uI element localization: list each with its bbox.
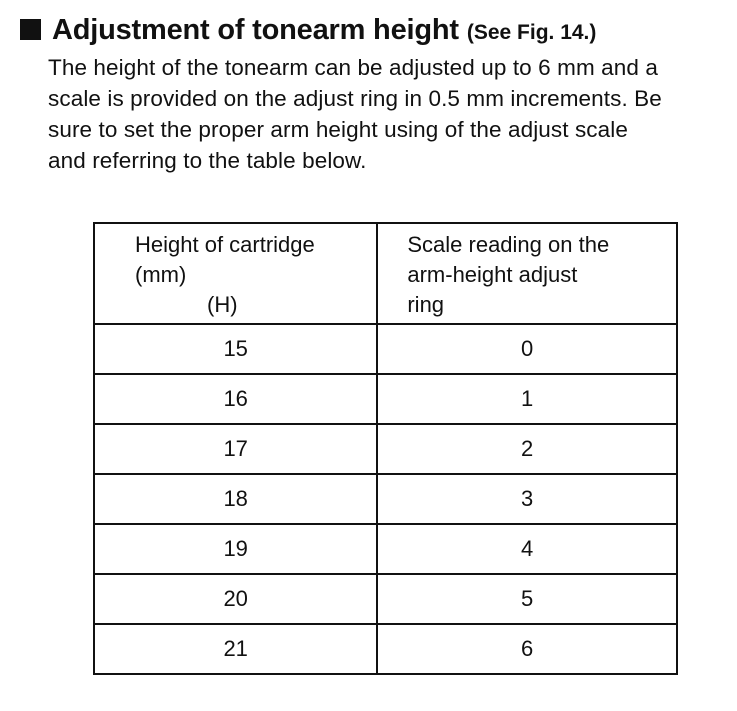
cartridge-height-cell: 15 — [94, 324, 377, 374]
header-label: arm-height adjust — [407, 262, 578, 287]
header-label: Scale reading on the — [407, 232, 610, 257]
heading-title: Adjustment of tonearm height — [52, 14, 459, 46]
table-row — [94, 374, 677, 424]
body-line: sure to set the proper arm height using of the adjust scale — [48, 117, 628, 142]
body-line: The height of the tonearm can be adjusted up to 6 mm and a — [48, 55, 658, 80]
cartridge-height-cell: 19 — [94, 524, 377, 574]
scale-reading-cell: 6 — [377, 624, 677, 674]
header-cartridge-height — [94, 223, 377, 324]
table-row — [94, 574, 677, 624]
body-line: and referring to the table below. — [48, 148, 367, 173]
table-row — [94, 524, 677, 574]
cartridge-height-cell: 20 — [94, 574, 377, 624]
scale-reading-cell: 1 — [377, 374, 677, 424]
cartridge-height-cell: 18 — [94, 474, 377, 524]
cartridge-height-cell: 21 — [94, 624, 377, 674]
table-header-row — [94, 223, 677, 324]
scale-reading-cell: 2 — [377, 424, 677, 474]
table-row — [94, 324, 677, 374]
scale-reading-cell: 5 — [377, 574, 677, 624]
body-paragraph — [48, 52, 728, 176]
header-label: ring — [407, 292, 445, 317]
table-row — [94, 474, 677, 524]
cartridge-height-cell: 16 — [94, 374, 377, 424]
table-row — [94, 624, 677, 674]
filled-square-icon — [20, 19, 41, 40]
header-unit: (mm) — [135, 262, 187, 287]
body-line: scale is provided on the adjust ring in 0.5 mm increments. Be — [48, 86, 662, 111]
table-row — [94, 424, 677, 474]
scale-reading-cell: 4 — [377, 524, 677, 574]
header-label: Height of cartridge — [135, 232, 315, 257]
figure-reference: (See Fig. 14.) — [466, 21, 597, 44]
scale-reading-cell: 3 — [377, 474, 677, 524]
header-scale-reading — [377, 223, 677, 324]
header-symbol: (H) — [207, 292, 238, 317]
section-heading — [20, 14, 596, 47]
scale-reading-cell: 0 — [377, 324, 677, 374]
tonearm-height-table — [93, 222, 678, 675]
cartridge-height-cell: 17 — [94, 424, 377, 474]
